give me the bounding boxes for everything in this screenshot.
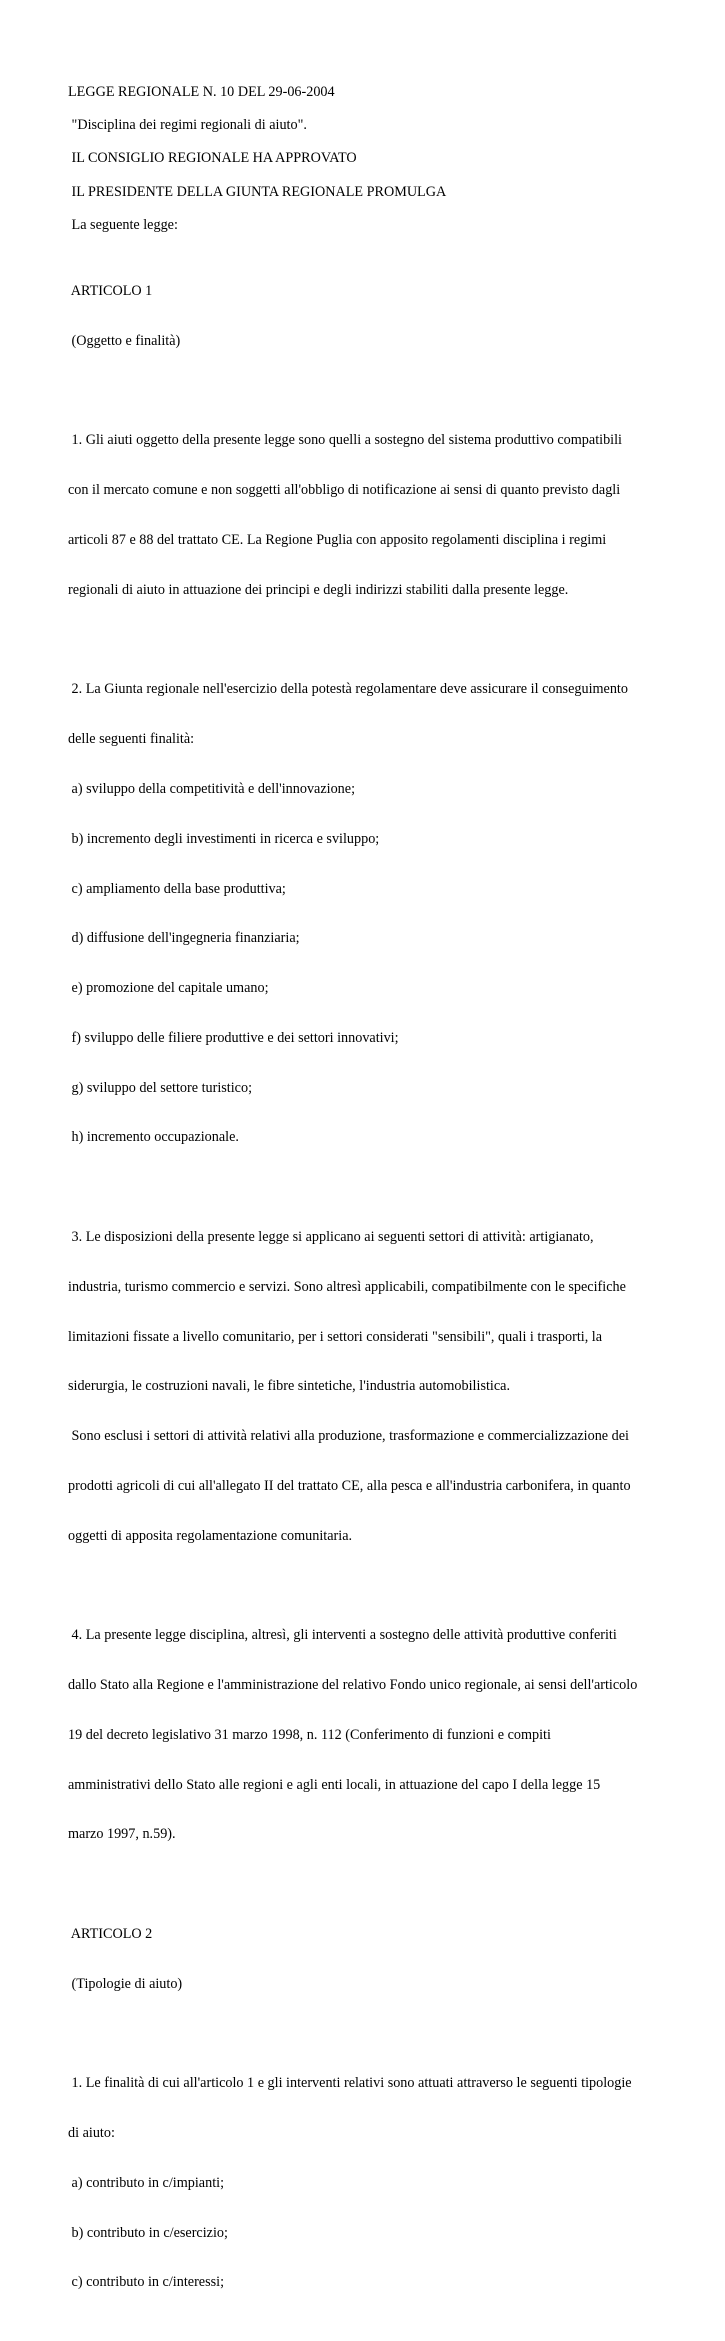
- text-line: 1. Gli aiuti oggetto della presente legge sono quelli a sostegno del sistema produttivo compatibili: [68, 432, 622, 449]
- text-line: industria, turismo commercio e servizi. Sono altresì applicabili, compatibilmente con le specifiche: [68, 1278, 626, 1295]
- text-line: siderurgia, le costruzioni navali, le fibre sintetiche, l'industria automobilistica.: [68, 1378, 510, 1395]
- list-item: f) sviluppo delle filiere produttive e dei settori innovativi;: [68, 1029, 399, 1046]
- article-1-paragraph-3: [68, 1196, 668, 1578]
- text-line: 19 del decreto legislativo 31 marzo 1998, n. 112 (Conferimento di funzioni e compiti: [68, 1726, 551, 1743]
- text-line: Sono esclusi i settori di attività relativi alla produzione, trasformazione e commercializzazione dei: [68, 1428, 629, 1445]
- document-body: [68, 84, 668, 2341]
- text-line: 2. La Giunta regionale nell'esercizio della potestà regolamentare deve assicurare il conseguimento: [68, 681, 628, 698]
- text-line: delle seguenti finalità:: [68, 731, 195, 748]
- article-1-heading: ARTICOLO 1: [68, 283, 153, 300]
- text-line: marzo 1997, n.59).: [68, 1826, 176, 1843]
- text-line: 4. La presente legge disciplina, altresì, gli interventi a sostegno delle attività produttive conferiti: [68, 1627, 617, 1644]
- article-2-header: [68, 1893, 668, 2026]
- text-line: con il mercato comune e non soggetti all'obbligo di notificazione ai sensi di quanto previsto dagli: [68, 482, 621, 499]
- list-item: h) incremento occupazionale.: [68, 1129, 239, 1146]
- article-2-heading: ARTICOLO 2: [68, 1925, 153, 1942]
- article-2-subheading: (Tipologie di aiuto): [68, 1975, 183, 1992]
- article-1-header: [68, 250, 668, 383]
- approval-statement: IL CONSIGLIO REGIONALE HA APPROVATO: [68, 150, 357, 167]
- article-1-paragraph-2: [68, 648, 668, 1179]
- law-title: LEGGE REGIONALE N. 10 DEL 29-06-2004: [68, 84, 335, 100]
- article-1-paragraph-4: [68, 1594, 668, 1876]
- list-item: c) ampliamento della base produttiva;: [68, 880, 286, 897]
- list-item: c) contributo in c/interessi;: [68, 2274, 225, 2291]
- text-line: amministrativi dello Stato alle regioni e agli enti locali, in attuazione del capo I della legge 15: [68, 1776, 601, 1793]
- list-item: a) contributo in c/impianti;: [68, 2174, 225, 2191]
- text-line: prodotti agricoli di cui all'allegato II del trattato CE, alla pesca e all'industria carbonifera, in quanto: [68, 1477, 631, 1494]
- text-line: di aiuto:: [68, 2125, 115, 2142]
- text-line: limitazioni fissate a livello comunitario, per i settori considerati "sensibili", quali i trasporti, la: [68, 1328, 603, 1345]
- text-line: dallo Stato alla Regione e l'amministrazione del relativo Fondo unico regionale, ai sensi dell'articolo: [68, 1677, 638, 1693]
- list-item: a) sviluppo della competitività e dell'innovazione;: [68, 780, 356, 797]
- text-line: articoli 87 e 88 del trattato CE. La Regione Puglia con apposito regolamenti disciplina i regimi: [68, 532, 607, 549]
- article-1-subheading: (Oggetto e finalità): [68, 332, 181, 349]
- text-line: oggetti di apposita regolamentazione comunitaria.: [68, 1527, 353, 1544]
- list-item: b) incremento degli investimenti in ricerca e sviluppo;: [68, 830, 380, 847]
- list-item: e) promozione del capitale umano;: [68, 980, 269, 997]
- law-subtitle: "Disciplina dei regimi regionali di aiuto".: [68, 117, 307, 134]
- promulgation-statement: IL PRESIDENTE DELLA GIUNTA REGIONALE PROMULGA: [68, 183, 447, 200]
- list-item: b) contributo in c/esercizio;: [68, 2224, 228, 2241]
- intro-text: La seguente legge:: [68, 216, 178, 233]
- article-1-paragraph-1: [68, 399, 668, 631]
- article-2-paragraph-1: [68, 2042, 668, 2324]
- text-line: 3. Le disposizioni della presente legge si applicano ai seguenti settori di attività: artigianato,: [68, 1228, 594, 1245]
- text-line: 1. Le finalità di cui all'articolo 1 e gli interventi relativi sono attuati attraverso le seguenti tipologie: [68, 2075, 632, 2092]
- list-item: g) sviluppo del settore turistico;: [68, 1079, 253, 1096]
- list-item: d) diffusione dell'ingegneria finanziaria;: [68, 930, 300, 947]
- text-line: regionali di aiuto in attuazione dei principi e degli indirizzi stabiliti dalla presente legge.: [68, 581, 569, 598]
